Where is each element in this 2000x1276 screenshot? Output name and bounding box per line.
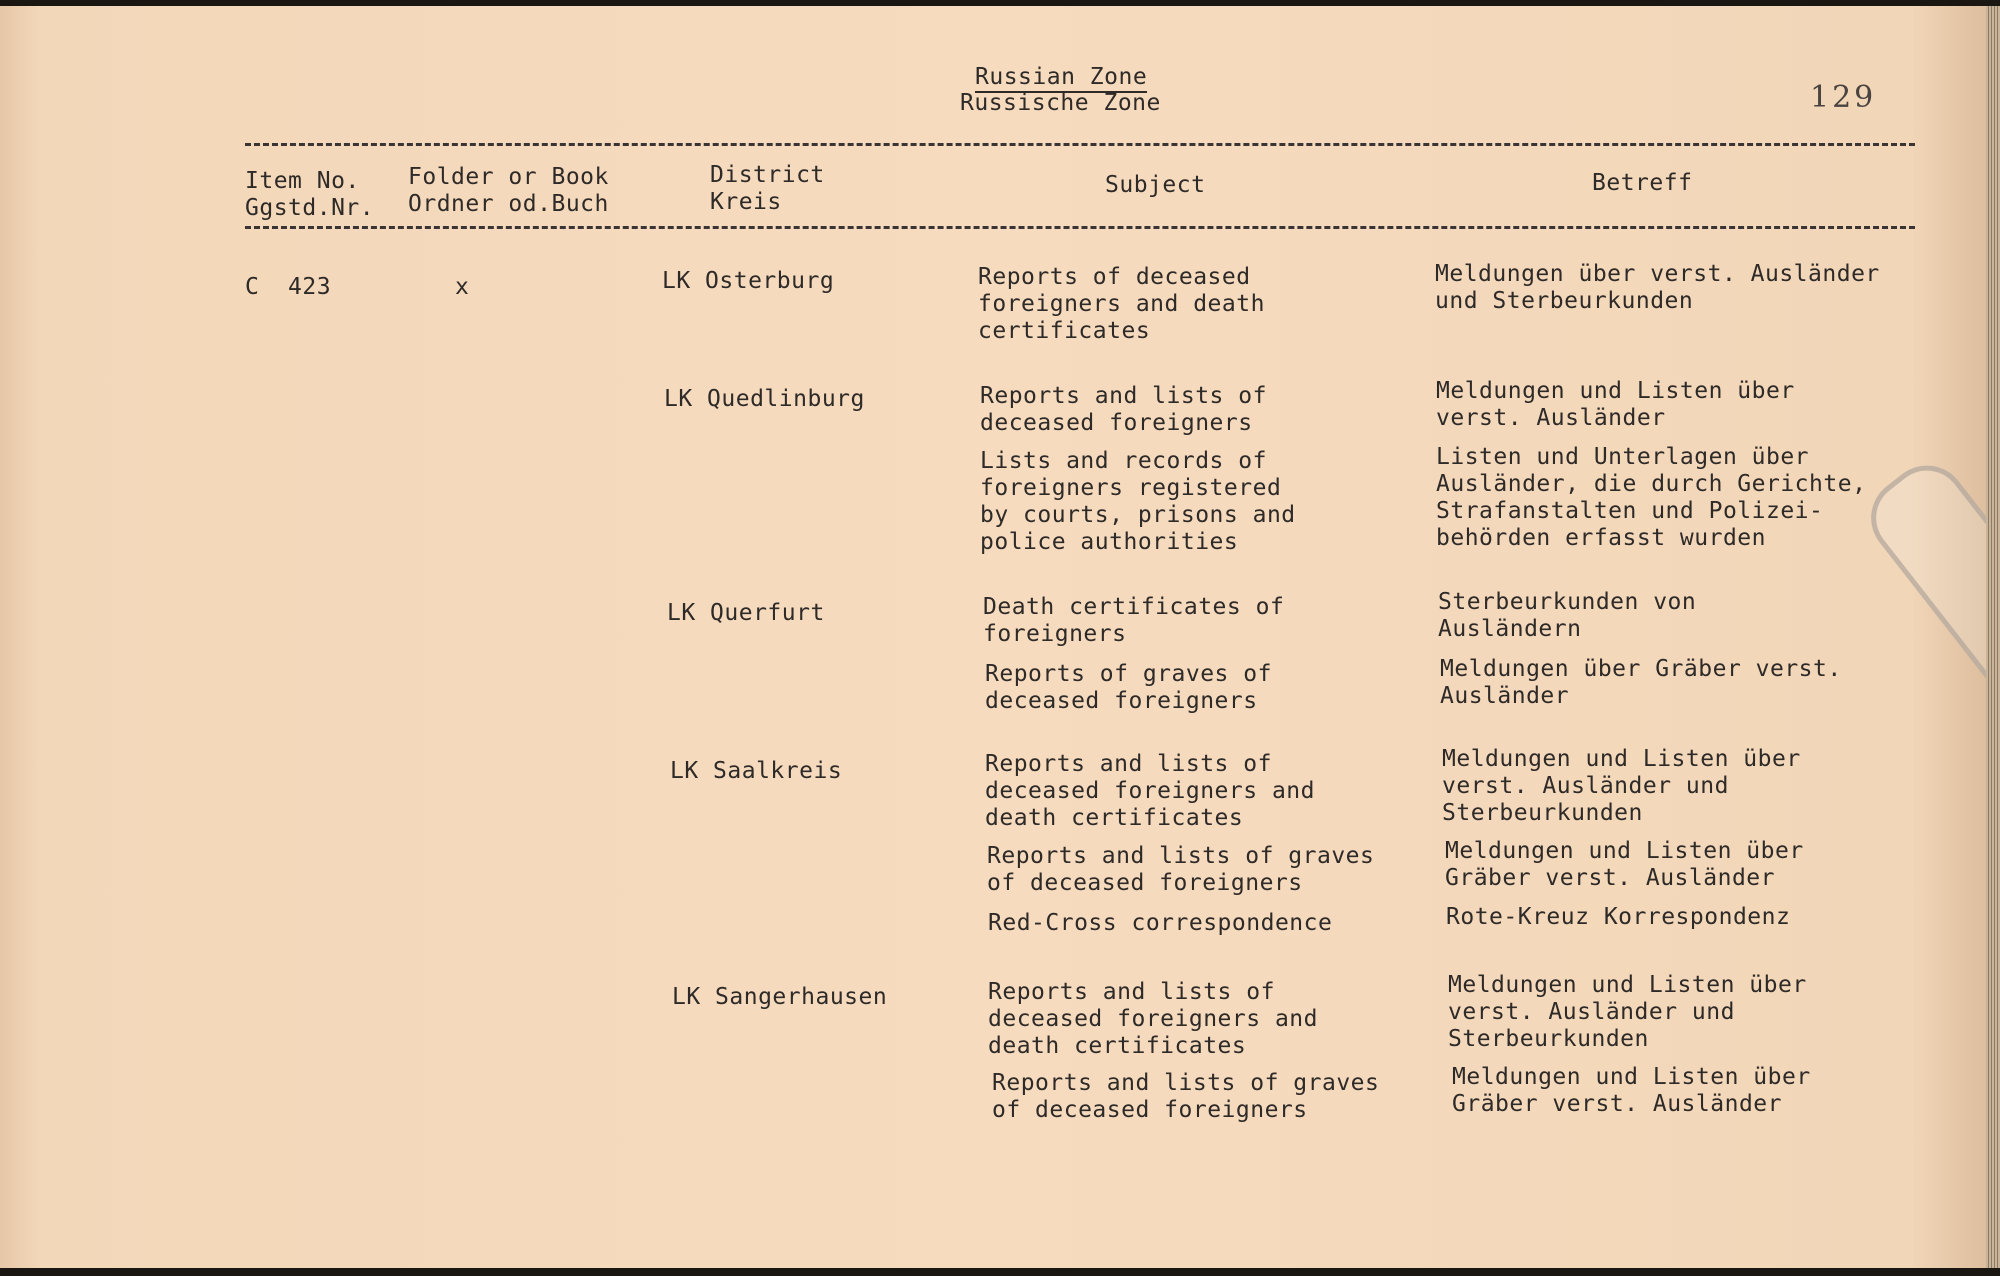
header-top-rule	[245, 143, 1915, 146]
subject-saalkreis-2: Reports and lists of graves of deceased foreigners	[987, 843, 1375, 896]
subject-quedlinburg-2: Lists and records of foreigners registered by courts, prisons and police authorities	[980, 448, 1296, 555]
district-sangerhausen: LK Sangerhausen	[672, 984, 888, 1010]
betreff-quedlinburg-1: Meldungen und Listen über verst. Ausländer	[1436, 378, 1795, 431]
district-saalkreis: LK Saalkreis	[670, 758, 843, 784]
betreff-sangerhausen-1: Meldungen und Listen über verst. Ausländer und Sterbeurkunden	[1448, 972, 1807, 1052]
district-osterburg: LK Osterburg	[662, 268, 835, 294]
zone-title-en: Russian Zone	[975, 64, 1147, 93]
folder-mark: x	[455, 274, 470, 300]
district-quedlinburg: LK Quedlinburg	[664, 386, 865, 412]
betreff-querfurt-1: Sterbeurkunden von Ausländern	[1438, 589, 1697, 642]
betreff-saalkreis-1: Meldungen und Listen über verst. Ausländer und Sterbeurkunden	[1442, 746, 1801, 826]
col-header-district: District Kreis	[710, 162, 825, 215]
district-querfurt: LK Querfurt	[667, 600, 825, 626]
subject-quedlinburg-1: Reports and lists of deceased foreigners	[980, 383, 1267, 436]
document-page	[0, 6, 1996, 1268]
zone-title-de: Russische Zone	[960, 90, 1161, 116]
col-header-item: Item No. Ggstd.Nr.	[245, 168, 375, 221]
subject-osterburg-1: Reports of deceased foreigners and death certificates	[978, 264, 1265, 344]
subject-sangerhausen-1: Reports and lists of deceased foreigners and death certificates	[988, 979, 1318, 1059]
subject-saalkreis-1: Reports and lists of deceased foreigners and death certificates	[985, 751, 1315, 831]
betreff-saalkreis-3: Rote-Kreuz Korrespondenz	[1446, 904, 1791, 930]
col-header-subject: Subject	[1105, 172, 1206, 198]
subject-saalkreis-3: Red-Cross correspondence	[988, 910, 1333, 936]
betreff-quedlinburg-2: Listen und Unterlagen über Ausländer, die durch Gerichte, Strafanstalten und Polizei- behörden erfasst wurden	[1436, 444, 1867, 551]
subject-sangerhausen-2: Reports and lists of graves of deceased foreigners	[992, 1070, 1380, 1123]
betreff-querfurt-2: Meldungen über Gräber verst. Ausländer	[1440, 656, 1842, 709]
betreff-saalkreis-2: Meldungen und Listen über Gräber verst. Ausländer	[1445, 838, 1804, 891]
subject-querfurt-2: Reports of graves of deceased foreigners	[985, 661, 1272, 714]
item-number: C 423	[245, 274, 332, 300]
betreff-osterburg-1: Meldungen über verst. Ausländer und Sterbeurkunden	[1435, 261, 1880, 314]
col-header-betreff: Betreff	[1592, 170, 1693, 196]
book-page-edge	[1986, 6, 2000, 1268]
page-number: 129	[1810, 80, 1877, 115]
header-bottom-rule	[245, 226, 1915, 229]
subject-querfurt-1: Death certificates of foreigners	[983, 594, 1285, 647]
betreff-sangerhausen-2: Meldungen und Listen über Gräber verst. Ausländer	[1452, 1064, 1811, 1117]
col-header-folder: Folder or Book Ordner od.Buch	[408, 164, 609, 217]
